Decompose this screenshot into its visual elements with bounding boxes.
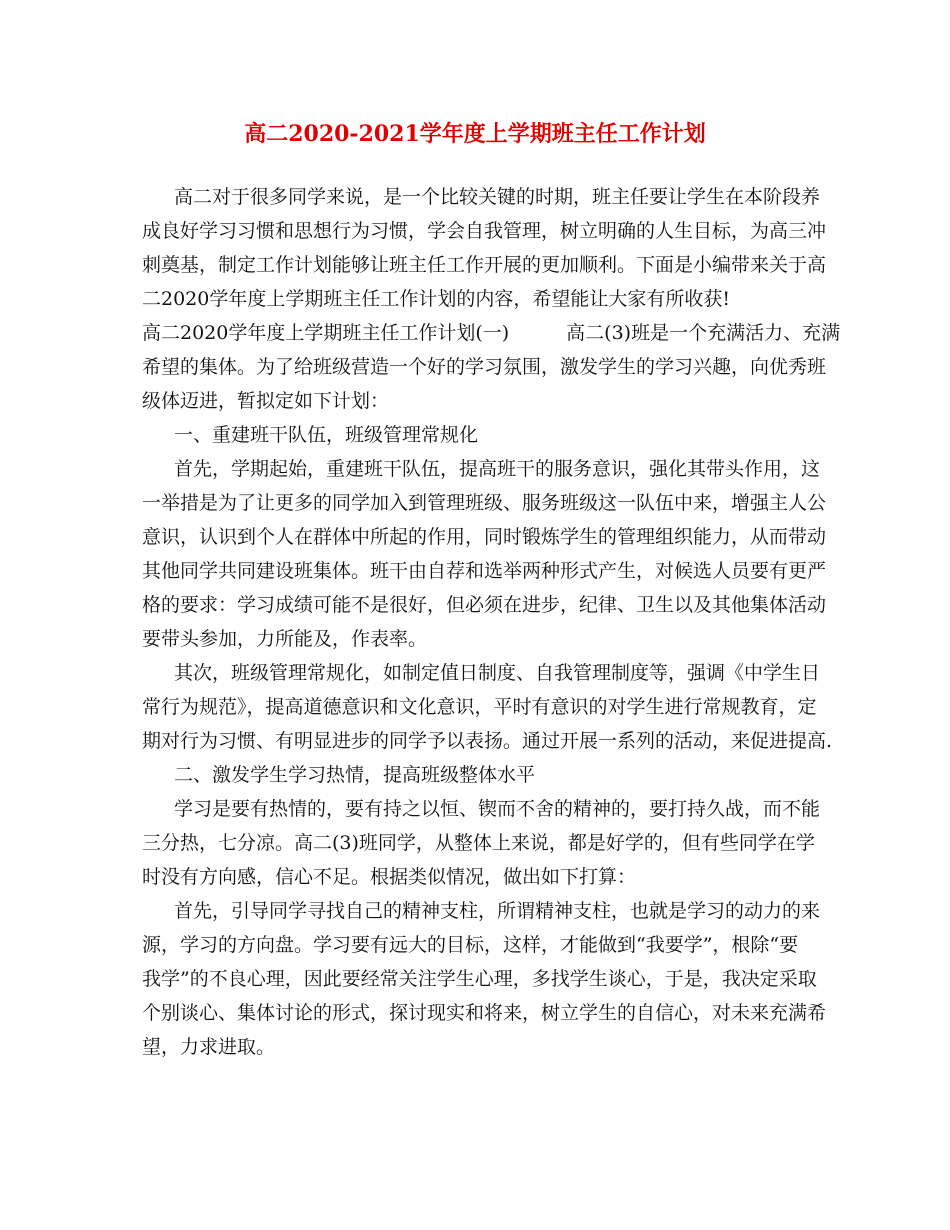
paragraph-line: 刺奠基，制定工作计划能够让班主任工作开展的更加顺利。下面是小编带来关于高 — [142, 254, 827, 276]
paragraph-line: 三分热，七分凉。高二(3)班同学，从整体上来说，都是好学的，但有些同学在学 — [142, 832, 815, 854]
section-heading: 一、重建班干队伍，班级管理常规化 — [174, 424, 479, 446]
paragraph-line: 学习是要有热情的，要有持之以恒、锲而不舍的精神的，要打持久战，而不能 — [174, 798, 821, 820]
paragraph-line: 高二对于很多同学来说，是一个比较关键的时期，班主任要让学生在本阶段养 — [174, 186, 821, 208]
document-title: 高二2020-2021学年度上学期班主任工作计划 — [244, 121, 706, 147]
paragraph-line: 源，学习的方向盘。学习要有远大的目标，这样，才能做到“我要学”，根除“要 — [142, 934, 799, 956]
paragraph-line: 成良好学习习惯和思想行为习惯，学会自我管理，树立明确的人生目标，为高三冲 — [142, 220, 827, 242]
paragraph-line: 级体迈进，暂拟定如下计划： — [142, 390, 390, 412]
paragraph-line: 望，力求进取。 — [142, 1036, 276, 1058]
paragraph-line: 首先，引导同学寻找自己的精神支柱，所谓精神支柱，也就是学习的动力的来 — [174, 900, 821, 922]
paragraph-line: 常行为规范》，提高道德意识和文化意识，平时有意识的对学生进行常规教育，定 — [142, 696, 817, 718]
paragraph-line: 个别谈心、集体讨论的形式，探讨现实和将来，树立学生的自信心，对未来充满希 — [142, 1002, 827, 1024]
paragraph-line: 希望的集体。为了给班级营造一个好的学习氛围，激发学生的学习兴趣，向优秀班 — [142, 356, 827, 378]
paragraph-line: 首先，学期起始，重建班干队伍，提高班干的服务意识，强化其带头作用，这 — [174, 458, 821, 480]
paragraph-line: 期对行为习惯、有明显进步的同学予以表扬。通过开展一系列的活动，来促进提高. — [142, 730, 833, 752]
paragraph-line: 格的要求：学习成绩可能不是很好，但必须在进步，纪律、卫生以及其他集体活动 — [142, 594, 827, 616]
paragraph-line: 意识，认识到个人在群体中所起的作用，同时锻炼学生的管理组织能力，从而带动 — [142, 526, 827, 548]
section-heading: 二、激发学生学习热情，提高班级整体水平 — [174, 764, 536, 786]
paragraph-line: 二2020学年度上学期班主任工作计划的内容，希望能让大家有所收获! — [142, 288, 730, 310]
paragraph-line: 其他同学共同建设班集体。班干由自荐和选举两种形式产生，对候选人员要有更严 — [142, 560, 827, 582]
paragraph-line: 要带头参加，力所能及，作表率。 — [142, 628, 428, 650]
paragraph-line: 高二2020学年度上学期班主任工作计划(一) 高二(3)班是一个充满活力、充满 — [142, 322, 841, 344]
paragraph-line: 其次，班级管理常规化，如制定值日制度、自我管理制度等，强调《中学生日 — [174, 662, 821, 684]
paragraph-line: 我学”的不良心理，因此要经常关注学生心理，多找学生谈心，于是，我决定采取 — [142, 968, 817, 990]
paragraph-line: 时没有方向感，信心不足。根据类似情况，做出如下打算： — [142, 866, 637, 888]
paragraph-line: 一举措是为了让更多的同学加入到管理班级、服务班级这一队伍中来，增强主人公 — [142, 492, 827, 514]
